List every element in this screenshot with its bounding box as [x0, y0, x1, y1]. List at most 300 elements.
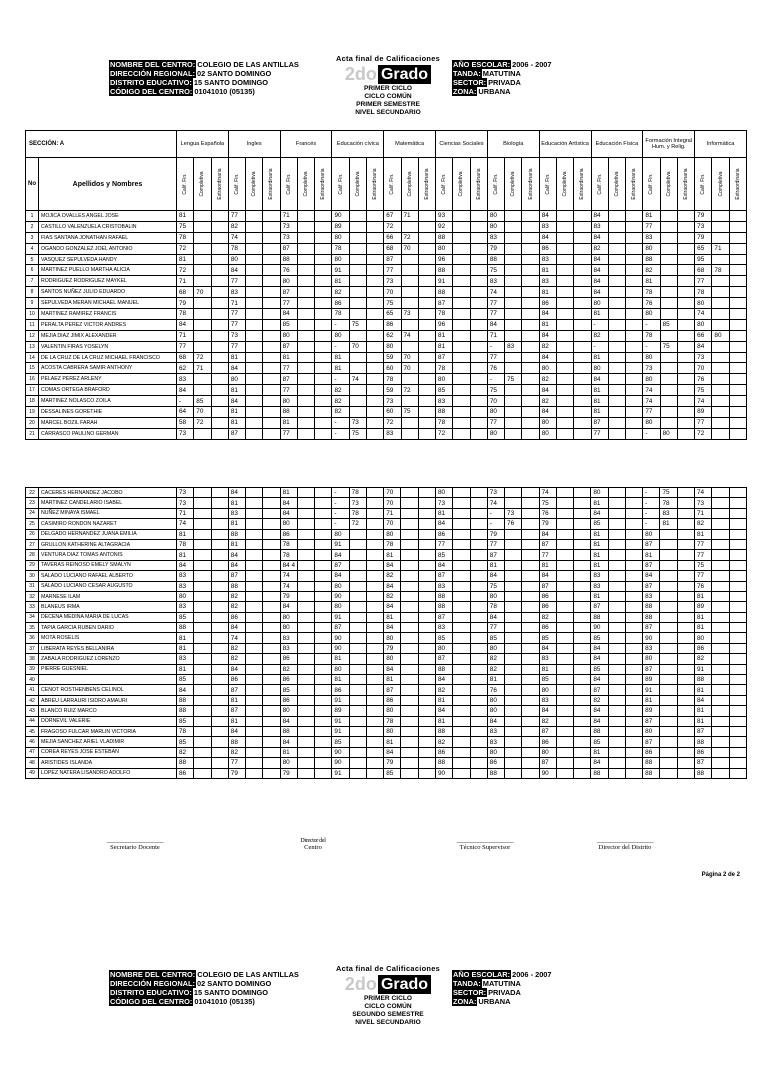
grade-cell — [712, 232, 729, 243]
grade-cell: 78 — [487, 602, 504, 612]
grade-cell — [608, 768, 625, 778]
grade-cell: 84 — [487, 716, 504, 726]
grade-cell — [470, 654, 487, 664]
grade-cell — [297, 685, 314, 695]
grade-cell — [574, 428, 591, 439]
grade-cell: 82 — [435, 737, 452, 747]
grade-cell: 87 — [591, 602, 608, 612]
grade-cell: 80 — [384, 633, 401, 643]
grade-cell: 84 — [591, 254, 608, 265]
grade-cell — [297, 768, 314, 778]
grade-cell: 82 — [332, 287, 349, 298]
grade-cell: 80 — [660, 428, 677, 439]
grade-cell — [626, 309, 643, 320]
student-number: 21 — [26, 428, 39, 439]
grade-cell — [505, 352, 522, 363]
grade-cell — [677, 417, 694, 428]
grade-cell — [556, 309, 573, 320]
grade-cell — [522, 623, 539, 633]
grade-cell: 80 — [435, 488, 452, 498]
grade-cell — [660, 550, 677, 560]
grade-cell — [194, 695, 211, 705]
grade-cell — [418, 581, 435, 591]
student-name: OGANDO GONZALEZ JOEL ANTONIO — [39, 243, 177, 254]
grade-cell — [522, 706, 539, 716]
grade-cell — [677, 488, 694, 498]
subcolumn-label: Extraordinaria — [527, 168, 534, 200]
grade-cell — [418, 428, 435, 439]
grade-cell — [315, 550, 332, 560]
grade-cell: 87 — [643, 623, 660, 633]
grade-cell: 82 — [332, 396, 349, 407]
grade-cell — [315, 654, 332, 664]
grade-cell — [315, 758, 332, 768]
grade-cell — [401, 571, 418, 581]
grade-cell — [729, 508, 746, 518]
student-number: 48 — [26, 758, 39, 768]
grade-cell — [625, 488, 642, 498]
grade-cell: 84 4 — [280, 560, 297, 570]
subcolumn-label: Calif. Fin. — [389, 173, 396, 195]
student-row — [26, 243, 747, 254]
grade-cell — [608, 309, 625, 320]
grade-cell — [401, 758, 418, 768]
grade-cell — [263, 737, 280, 747]
grade-cell: 83 — [228, 508, 245, 518]
grade-cell — [349, 623, 366, 633]
grade-cell — [401, 529, 418, 539]
grade-cell — [246, 319, 263, 330]
grade-cell — [729, 341, 746, 352]
grade-cell — [211, 529, 228, 539]
grade-cell — [677, 385, 694, 396]
grade-cell — [263, 633, 280, 643]
grade-cell — [401, 287, 418, 298]
grade-cell — [522, 385, 539, 396]
grade-cell — [505, 211, 522, 222]
grade-cell: 78 — [177, 726, 194, 736]
grade-cell — [660, 529, 677, 539]
grade-cell: 84 — [539, 309, 556, 320]
grade-cell: 88 — [228, 737, 245, 747]
grade-cell — [211, 341, 228, 352]
grade-cell — [418, 695, 435, 705]
grade-cell — [556, 633, 573, 643]
grade-cell: 81 — [591, 396, 608, 407]
grade-cell: 84 — [591, 758, 608, 768]
grade-cell — [194, 254, 211, 265]
student-number: 12 — [26, 330, 39, 341]
grade-cell — [574, 341, 591, 352]
grade-cell — [608, 539, 625, 549]
grade-cell: 84 — [695, 341, 712, 352]
grade-cell — [246, 341, 263, 352]
grade-cell — [677, 232, 694, 243]
grade-cell — [297, 716, 314, 726]
grade-cell — [712, 758, 729, 768]
info-value: 02 SANTO DOMINGO — [197, 979, 272, 988]
grade-cell — [349, 330, 366, 341]
grade-cell: 80 — [384, 726, 401, 736]
grade-cell — [453, 685, 470, 695]
student-number: 7 — [26, 276, 39, 287]
grade-cell: 59 — [384, 352, 401, 363]
grade-cell — [263, 602, 280, 612]
grade-cell — [608, 287, 625, 298]
student-name: MARTINEZ RAMIREZ FRANCIS — [39, 309, 177, 320]
grade-cell — [263, 298, 280, 309]
acta-title: Acta final de Calificaciones — [335, 964, 441, 973]
grade-cell: 77 — [435, 539, 452, 549]
grade-cell — [522, 488, 539, 498]
grade-cell — [401, 633, 418, 643]
grade-cell — [263, 685, 280, 695]
grade-cell: 72 — [384, 221, 401, 232]
grade-cell — [453, 623, 470, 633]
info-key: AÑO ESCOLAR: — [453, 970, 511, 979]
grade-cell: 78 — [384, 716, 401, 726]
grade-cell — [211, 675, 228, 685]
grade-cell: 70 — [384, 519, 401, 529]
grade-cell — [211, 330, 228, 341]
grade-cell — [677, 529, 694, 539]
grade-cell: 83 — [435, 581, 452, 591]
grade-cell — [505, 758, 522, 768]
grade-cell: 73 — [349, 498, 366, 508]
grade-cell — [297, 309, 314, 320]
grade-cell: 81 — [694, 685, 711, 695]
grade-cell: 84 — [487, 612, 504, 622]
student-number: 18 — [26, 396, 39, 407]
grade-cell — [556, 539, 573, 549]
grade-cell — [297, 529, 314, 539]
student-name: CASTILLO VALENZUELA CRISTOBALIN — [39, 221, 177, 232]
grade-cell — [401, 508, 418, 518]
grade-cell: 85 — [591, 633, 608, 643]
grade-cell — [608, 243, 625, 254]
grade-cell: 79 — [695, 232, 712, 243]
grade-cell: 87 — [280, 243, 297, 254]
grade-cell — [470, 550, 487, 560]
grade-cell — [315, 363, 332, 374]
grade-cell — [470, 498, 487, 508]
grade-cell — [211, 602, 228, 612]
cycle-line: SEGUNDO SEMESTRE — [352, 1011, 424, 1018]
grade-cell: 73 — [694, 498, 711, 508]
grade-cell — [263, 488, 280, 498]
grade-cell — [677, 211, 694, 222]
grade-cell — [366, 211, 383, 222]
student-row — [26, 768, 747, 778]
grade-cell — [608, 612, 625, 622]
grade-cell — [246, 488, 263, 498]
grade-cell — [418, 685, 435, 695]
subcolumn-header — [574, 158, 591, 211]
grade-cell: 84 — [591, 287, 608, 298]
grade-cell — [729, 211, 746, 222]
grade-cell — [366, 498, 383, 508]
grade-cell: 81 — [177, 550, 194, 560]
grade-cell: 85 — [194, 396, 211, 407]
grade-cell — [574, 211, 591, 222]
subcolumn-header — [729, 158, 746, 211]
grade-cell — [211, 508, 228, 518]
grade-cell: 62 — [384, 330, 401, 341]
grade-cell — [625, 571, 642, 581]
grade-cell — [729, 747, 746, 757]
subcolumn-header — [556, 158, 573, 211]
student-row — [26, 519, 747, 529]
grade-cell: - — [332, 428, 349, 439]
student-number: 23 — [26, 498, 39, 508]
grade-cell — [366, 695, 383, 705]
grade-cell: 68 — [177, 287, 194, 298]
student-number: 8 — [26, 287, 39, 298]
grade-cell: 82 — [228, 221, 245, 232]
grade-cell — [453, 633, 470, 643]
grade-cell — [401, 374, 418, 385]
grade-cell: 81 — [436, 330, 453, 341]
signature-line: _____________________ — [106, 838, 164, 844]
grade-cell — [194, 571, 211, 581]
grade-cell — [729, 685, 746, 695]
grade-cell — [574, 664, 591, 674]
subcolumn-label: Extraordinaria — [320, 168, 327, 200]
grade-cell — [418, 276, 435, 287]
grade-cell — [194, 298, 211, 309]
student-name: ZABALA RODRIGUEZ LORENZO — [39, 654, 177, 664]
grade-cell — [263, 758, 280, 768]
student-name: MEJIA SANCHEZ ARIEL VLADIMIR — [39, 737, 177, 747]
info-value: URBANA — [478, 997, 511, 1006]
grade-cell — [349, 254, 366, 265]
grade-cell — [453, 706, 470, 716]
grade-cell — [263, 768, 280, 778]
grade-cell — [315, 319, 332, 330]
signature-block — [560, 838, 690, 851]
grade-cell — [556, 352, 573, 363]
grade-cell: 84 — [228, 550, 245, 560]
grade-cell — [315, 488, 332, 498]
grade-cell — [246, 254, 263, 265]
grade-cell: 80 — [487, 706, 504, 716]
grade-cell — [505, 221, 522, 232]
grade-cell — [263, 539, 280, 549]
student-number: 35 — [26, 623, 39, 633]
grade-cell — [297, 643, 314, 653]
grade-cell: 87 — [332, 623, 349, 633]
grade-cell: 74 — [228, 232, 245, 243]
grade-cell — [297, 352, 314, 363]
grade-cell — [211, 695, 228, 705]
grade-cell — [556, 571, 573, 581]
grade-cell — [315, 276, 332, 287]
grade-cell: 82 — [591, 330, 608, 341]
grade-cell — [660, 211, 677, 222]
grade-cell: 96 — [436, 319, 453, 330]
grade-cell — [677, 298, 694, 309]
signature-area — [0, 838, 768, 868]
grade-cell — [625, 726, 642, 736]
info-row — [109, 87, 299, 96]
grade-cell: 89 — [695, 407, 712, 418]
subject-header: Ingles — [228, 131, 280, 158]
grade-cell: 84 — [435, 519, 452, 529]
student-name: DELGADO HERNANDEZ JUANA EMILIA — [39, 529, 177, 539]
grade-cell — [263, 591, 280, 601]
grade-cell — [626, 211, 643, 222]
subcolumn-header — [263, 158, 280, 211]
grade-cell: 79 — [487, 243, 504, 254]
grade-cell — [729, 319, 746, 330]
grade-cell — [401, 685, 418, 695]
grade-cell — [660, 716, 677, 726]
info-row — [452, 87, 552, 96]
grade-cell — [608, 298, 625, 309]
grade-cell — [470, 675, 487, 685]
grade-cell: 81 — [539, 287, 556, 298]
info-row — [452, 997, 552, 1006]
grade-cell — [660, 374, 677, 385]
grade-cell — [315, 591, 332, 601]
student-name: MARNESE ILAM — [39, 591, 177, 601]
grade-cell — [263, 654, 280, 664]
no-header: No — [26, 158, 39, 211]
grade-cell — [453, 265, 470, 276]
student-number: 15 — [26, 363, 39, 374]
grade-cell: 82 — [228, 591, 245, 601]
grade-cell — [608, 519, 625, 529]
grade-cell — [297, 633, 314, 643]
grade-cell: 65 — [695, 243, 712, 254]
grade-cell: 84 — [591, 211, 608, 222]
grade-cell: 84 — [539, 232, 556, 243]
info-key: DIRECCIÓN REGIONAL: — [110, 979, 195, 988]
grade-cell — [574, 298, 591, 309]
grade-cell — [194, 654, 211, 664]
grade-cell: 83 — [539, 254, 556, 265]
grade-cell — [522, 695, 539, 705]
grade-cell — [297, 276, 314, 287]
student-name: DECENA MEDINA MARIA DE LUCAS — [39, 612, 177, 622]
signature-line: _____________________ — [456, 838, 514, 844]
grade-cell — [677, 330, 694, 341]
grade-cell: 72 — [349, 519, 366, 529]
grade-cell — [211, 363, 228, 374]
grade-cell: 83 — [591, 581, 608, 591]
grade-cell — [349, 560, 366, 570]
grade-cell — [556, 254, 573, 265]
subcolumn-label: Completiva — [665, 171, 672, 197]
grade-cell — [556, 675, 573, 685]
grade-cell — [263, 498, 280, 508]
student-name: VASQUEZ SEPULVEDA HANDY — [39, 254, 177, 265]
student-name: ABREU LARRAURI ISIDRO AMAURI — [39, 695, 177, 705]
grade-cell: 88 — [643, 254, 660, 265]
student-name: NUÑEZ MINAYA ISMAEL — [39, 508, 177, 518]
grade-cell: 86 — [280, 654, 297, 664]
grade-cell: - — [332, 417, 349, 428]
subject-header: Francés — [280, 131, 332, 158]
student-name: CENOT ROSTHENBENS CELINOL — [39, 685, 177, 695]
subcolumn-header — [505, 158, 522, 211]
grade-cell: 87 — [435, 571, 452, 581]
grade-cell — [522, 374, 539, 385]
grade-cell: 71 — [228, 298, 245, 309]
grade-cell — [453, 498, 470, 508]
grade-cell — [608, 374, 625, 385]
student-row — [26, 319, 747, 330]
grade-cell — [608, 591, 625, 601]
grade-cell — [608, 529, 625, 539]
grade-cell: 78 — [712, 265, 729, 276]
student-row — [26, 633, 747, 643]
info-value: 15 SANTO DOMINGO — [193, 988, 269, 997]
grade-cell — [194, 550, 211, 560]
grade-cell — [556, 243, 573, 254]
grade-cell — [366, 571, 383, 581]
grade-cell: 66 — [384, 232, 401, 243]
grade-cell — [625, 706, 642, 716]
grade-cell — [470, 341, 487, 352]
student-row — [26, 508, 747, 518]
student-name: PERALTA PEREZ VICTOR ANDRES — [39, 319, 177, 330]
grade-cell — [712, 352, 729, 363]
grade-cell — [712, 309, 729, 320]
grade-cell — [453, 539, 470, 549]
grade-cell — [505, 417, 522, 428]
student-name: MARCEL BOZIL FARAH — [39, 417, 177, 428]
grade-cell — [505, 330, 522, 341]
grade-cell: 75 — [694, 560, 711, 570]
grade-cell — [453, 374, 470, 385]
grade-cell — [522, 602, 539, 612]
grade-cell: 81 — [228, 407, 245, 418]
grade-cell — [626, 298, 643, 309]
grade-cell: 86 — [280, 529, 297, 539]
grade-cell — [574, 591, 591, 601]
grade-cell: 87 — [643, 581, 660, 591]
grade-cell — [608, 571, 625, 581]
grade-cell: 81 — [228, 539, 245, 549]
grade-cell: 88 — [435, 591, 452, 601]
grade-cell — [574, 363, 591, 374]
grade-cell: 81 — [694, 716, 711, 726]
grade-cell — [660, 591, 677, 601]
grade-cell — [418, 265, 435, 276]
signature-block — [420, 838, 550, 851]
grade-cell: 71 — [177, 276, 194, 287]
grade-cell: 82 — [539, 396, 556, 407]
info-value: 2006 - 2007 — [512, 60, 552, 69]
grade-cell — [453, 232, 470, 243]
grade-cell — [453, 298, 470, 309]
grade-cell — [418, 706, 435, 716]
grade-cell — [556, 685, 573, 695]
info-row — [452, 60, 552, 69]
grade-cell — [453, 758, 470, 768]
grade-cell — [211, 265, 228, 276]
info-key: DISTRITO EDUCATIVO: — [110, 988, 192, 997]
grade-cell — [505, 232, 522, 243]
grade-cell — [660, 602, 677, 612]
grade-cell: 80 — [332, 602, 349, 612]
grade-cell — [315, 519, 332, 529]
grade-cell: 81 — [539, 319, 556, 330]
grade-cell: 80 — [177, 591, 194, 601]
grade-cell — [729, 298, 746, 309]
grade-cell — [505, 675, 522, 685]
